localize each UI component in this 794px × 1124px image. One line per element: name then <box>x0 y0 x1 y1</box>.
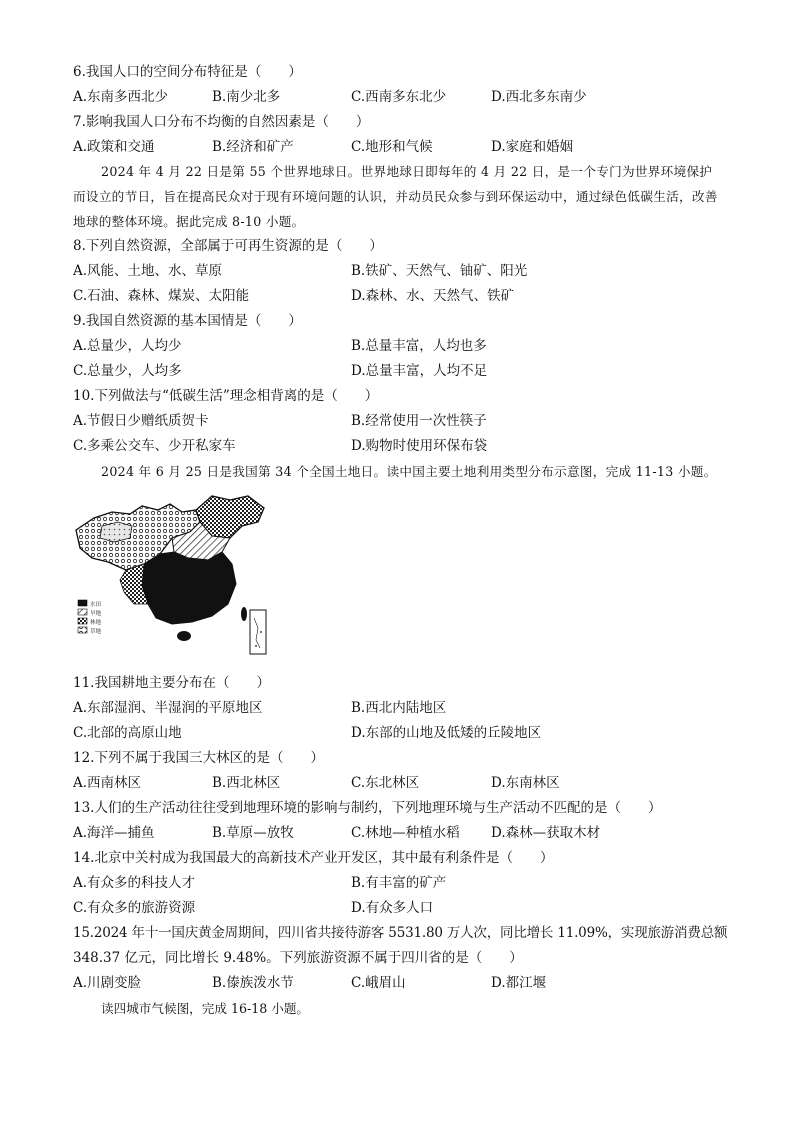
question-8-stem: 8.下列自然资源，全部属于可再生资源的是（ ） <box>73 238 383 254</box>
question-12-stem: 12.下列不属于我国三大林区的是（ ） <box>73 750 324 766</box>
question-6-option-c: C.西南多东北少 <box>351 89 447 105</box>
question-7-stem: 7.影响我国人口分布不均衡的自然因素是（ ） <box>73 114 370 130</box>
map-region-desert <box>100 522 132 542</box>
question-6-option-a: A.东南多西北少 <box>73 89 169 105</box>
question-12-option-d: D.东南林区 <box>491 775 560 791</box>
passage-climate-charts: 读四城市气候图，完成 16-18 小题。 <box>101 1001 310 1016</box>
question-13-option-b: B.草原—放牧 <box>212 825 294 841</box>
map-region-south <box>142 552 236 624</box>
question-12-option-a: A.西南林区 <box>73 775 142 791</box>
question-8-option-b: B.铁矿、天然气、铀矿、阳光 <box>351 263 528 279</box>
question-11-option-b: B.西北内陆地区 <box>351 700 447 716</box>
question-14-option-a: A.有众多的科技人才 <box>73 875 196 891</box>
question-15-stem-line2: 348.37 亿元，同比增长 9.48%。下列旅游资源不属于四川省的是（ ） <box>73 950 523 966</box>
map-inset-box <box>250 610 266 654</box>
question-14-stem: 14.北京中关村成为我国最大的高新技术产业开发区，其中最有利条件是（ ） <box>73 850 554 866</box>
map-hainan-island <box>177 631 191 641</box>
question-12-option-c: C.东北林区 <box>351 775 420 791</box>
question-14-option-b: B.有丰富的矿产 <box>351 875 447 891</box>
legend-swatch-paddy <box>78 600 87 606</box>
question-9-option-a: A.总量少，人均少 <box>73 338 182 354</box>
passage-earth-day: 2024 年 4 月 22 日是第 55 个世界地球日。世界地球日即每年的 4 月 22 日，是一个专门为世界环境保护而设立的节日，旨在提高民众对于现有环境问题的认识，并动员民众参与到环保运动中，通过绿色低碳生活，改善地球的整体环境。据此完成 8-10 小题。 <box>73 164 718 229</box>
question-13-option-a: A.海洋—捕鱼 <box>73 825 155 841</box>
map-taiwan-island <box>241 607 247 621</box>
legend-swatch-dryland <box>78 609 87 615</box>
question-9-option-c: C.总量少，人均多 <box>73 363 182 379</box>
question-10-option-c: C.多乘公交车、少开私家车 <box>73 438 236 454</box>
question-14-option-d: D.有众多人口 <box>351 900 434 916</box>
question-15-option-c: C.峨眉山 <box>351 975 406 991</box>
question-6-option-b: B.南少北多 <box>212 89 281 105</box>
question-6-stem: 6.我国人口的空间分布特征是（ ） <box>73 64 302 80</box>
question-15-option-a: A.川剧变脸 <box>73 975 142 991</box>
question-9-option-d: D.总量丰富，人均不足 <box>351 363 488 379</box>
question-13-option-d: D.森林—获取木材 <box>491 825 601 841</box>
question-7-option-b: B.经济和矿产 <box>212 139 294 155</box>
question-13-option-c: C.林地—种植水稻 <box>351 825 460 841</box>
question-9-stem: 9.我国自然资源的基本国情是（ ） <box>73 313 302 329</box>
question-8-option-d: D.森林、水、天然气、铁矿 <box>351 288 515 304</box>
question-7-option-c: C.地形和气候 <box>351 139 433 155</box>
question-7-option-d: D.家庭和婚姻 <box>491 139 574 155</box>
legend-label-paddy: 水田 <box>90 602 102 608</box>
question-12-option-b: B.西北林区 <box>212 775 281 791</box>
passage-land-day: 2024 年 6 月 25 日是我国第 34 个全国土地日。读中国主要土地利用类型分布示意图，完成 11-13 小题。 <box>101 464 717 479</box>
question-6-option-d: D.西北多东南少 <box>491 89 587 105</box>
question-10-option-d: D.购物时使用环保布袋 <box>351 438 488 454</box>
question-11-option-c: C.北部的高原山地 <box>73 725 182 741</box>
question-14-option-c: C.有众多的旅游资源 <box>73 900 196 916</box>
china-land-use-map <box>72 492 268 660</box>
question-15-option-b: B.傣族泼水节 <box>212 975 294 991</box>
question-11-option-a: A.东部湿润、半湿润的平原地区 <box>73 700 263 716</box>
question-8-option-a: A.风能、土地、水、草原 <box>73 263 223 279</box>
question-8-option-c: C.石油、森林、煤炭、太阳能 <box>73 288 250 304</box>
legend-swatch-grassland <box>78 627 87 633</box>
question-11-stem: 11.我国耕地主要分布在（ ） <box>73 675 270 691</box>
question-9-option-b: B.总量丰富，人均也多 <box>351 338 487 354</box>
legend-label-forest: 林地 <box>90 620 102 626</box>
question-7-option-a: A.政策和交通 <box>73 139 155 155</box>
legend-swatch-forest <box>78 618 87 624</box>
question-13-stem: 13.人们的生产活动往往受到地理环境的影响与制约，下列地理环境与生产活动不匹配的是（ ） <box>73 800 662 816</box>
question-10-stem: 10.下列做法与“低碳生活”理念相背离的是（ ） <box>73 388 379 404</box>
question-10-option-b: B.经常使用一次性筷子 <box>351 413 487 429</box>
legend-label-dryland: 旱地 <box>90 611 102 617</box>
question-15-stem-line1: 15.2024 年十一国庆黄金周期间，四川省共接待游客 5531.80 万人次，同比增长 11.09%，实现旅游消费总额 <box>73 925 728 941</box>
question-11-option-d: D.东部的山地及低矮的丘陵地区 <box>351 725 542 741</box>
question-10-option-a: A.节假日少赠纸质贺卡 <box>73 413 209 429</box>
question-15-option-d: D.都江堰 <box>491 975 547 991</box>
legend-label-grassland: 草地 <box>90 629 102 635</box>
